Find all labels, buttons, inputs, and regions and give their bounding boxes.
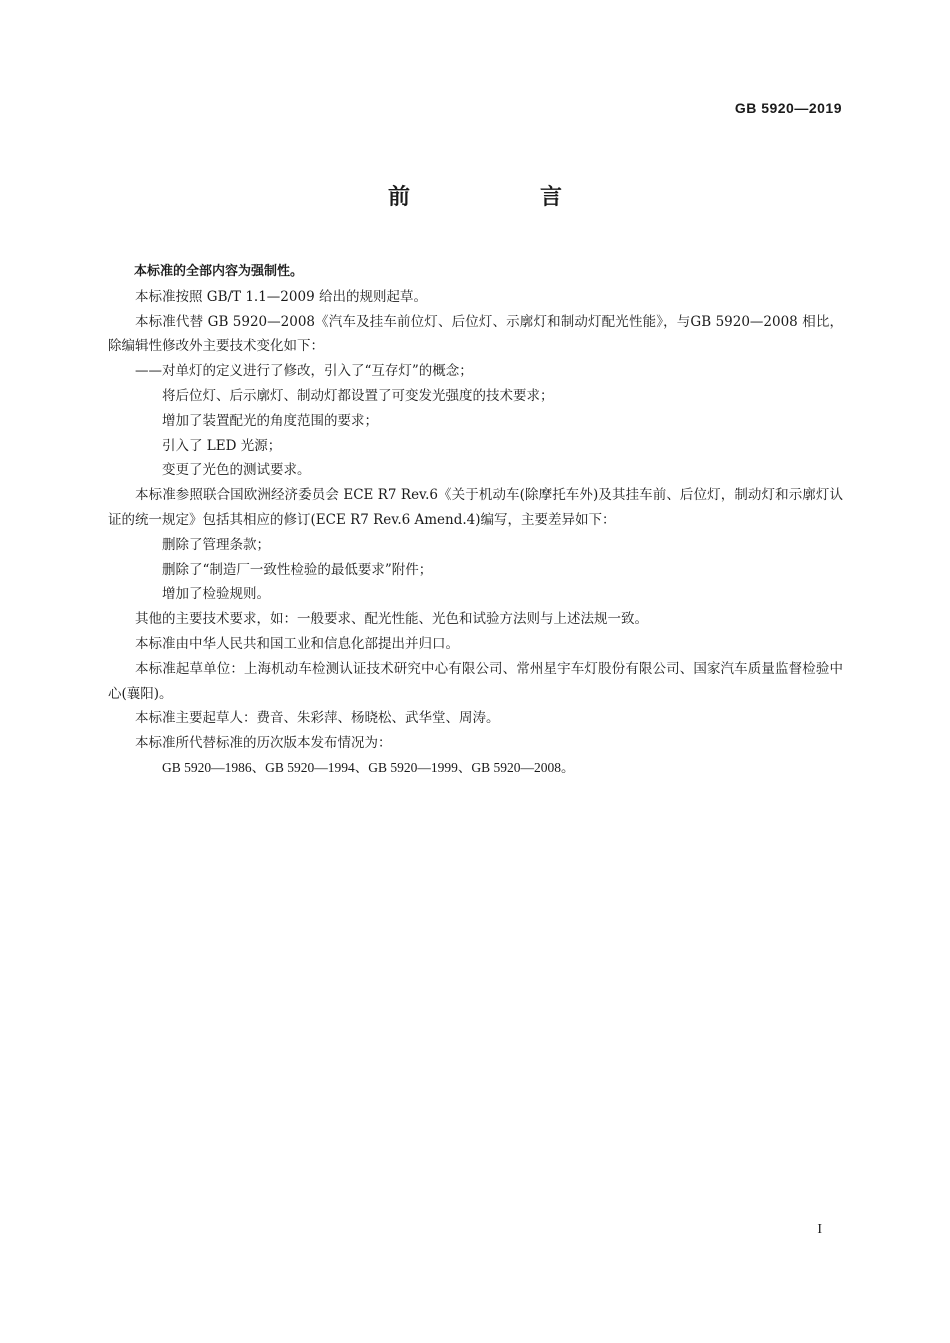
change-item-definition: ——对单灯的定义进行了修改，引入了“互存灯”的概念； bbox=[135, 363, 473, 380]
paragraph-other-requirements: 其他的主要技术要求，如：一般要求、配光性能、光色和试验方法则与上述法规一致。 bbox=[135, 611, 648, 628]
difference-item-inspection: 增加了检验规则。 bbox=[162, 586, 270, 603]
foreword-body bbox=[108, 260, 843, 781]
page-title: 前 言 bbox=[387, 185, 616, 210]
paragraph-ece-reference: 本标准参照联合国欧洲经济委员会 ECE R7 Rev.6《关于机动车(除摩托车外)及其挂车前、后位灯，制动灯和示廓灯认证的统一规定》包括其相应的修订(ECE R7 Rev.6 Amend.4)编写，主要差异如下： bbox=[108, 487, 843, 528]
paragraph-history-list: GB 5920—1986、GB 5920—1994、GB 5920—1999、GB 5920—2008。 bbox=[162, 759, 575, 775]
paragraph-drafters: 本标准主要起草人：费音、朱彩萍、杨晓松、武华堂、周涛。 bbox=[135, 710, 500, 727]
change-item-variable-intensity: 将后位灯、后示廓灯、制动灯都设置了可变发光强度的技术要求； bbox=[162, 387, 554, 404]
change-item-led-source: 引入了 LED 光源； bbox=[162, 437, 282, 454]
paragraph-replacement: 本标准代替 GB 5920—2008《汽车及挂车前位灯、后位灯、示廓灯和制动灯配光性能》，与GB 5920—2008 相比，除编辑性修改外主要技术变化如下： bbox=[108, 313, 843, 355]
paragraph-drafting-rules: 本标准按照 GB/T 1.1—2009 给出的规则起草。 bbox=[135, 288, 427, 305]
paragraph-proposer: 本标准由中华人民共和国工业和信息化部提出并归口。 bbox=[135, 635, 459, 652]
paragraph-mandatory: 本标准的全部内容为强制性。 bbox=[134, 264, 304, 279]
difference-item-conformity: 删除了“制造厂一致性检验的最低要求”附件； bbox=[162, 561, 433, 578]
paragraph-history-intro: 本标准所代替标准的历次版本发布情况为： bbox=[135, 735, 392, 752]
difference-item-admin: 删除了管理条款； bbox=[162, 536, 270, 553]
change-item-angle-range: 增加了装置配光的角度范围的要求； bbox=[162, 412, 378, 429]
document-code: GB 5920—2019 bbox=[734, 100, 842, 116]
change-item-color-test: 变更了光色的测试要求。 bbox=[162, 462, 311, 479]
page-number: I bbox=[817, 1222, 822, 1237]
paragraph-drafting-units: 本标准起草单位：上海机动车检测认证技术研究中心有限公司、常州星宇车灯股份有限公司、国家汽车质量监督检验中心(襄阳)。 bbox=[108, 660, 843, 702]
